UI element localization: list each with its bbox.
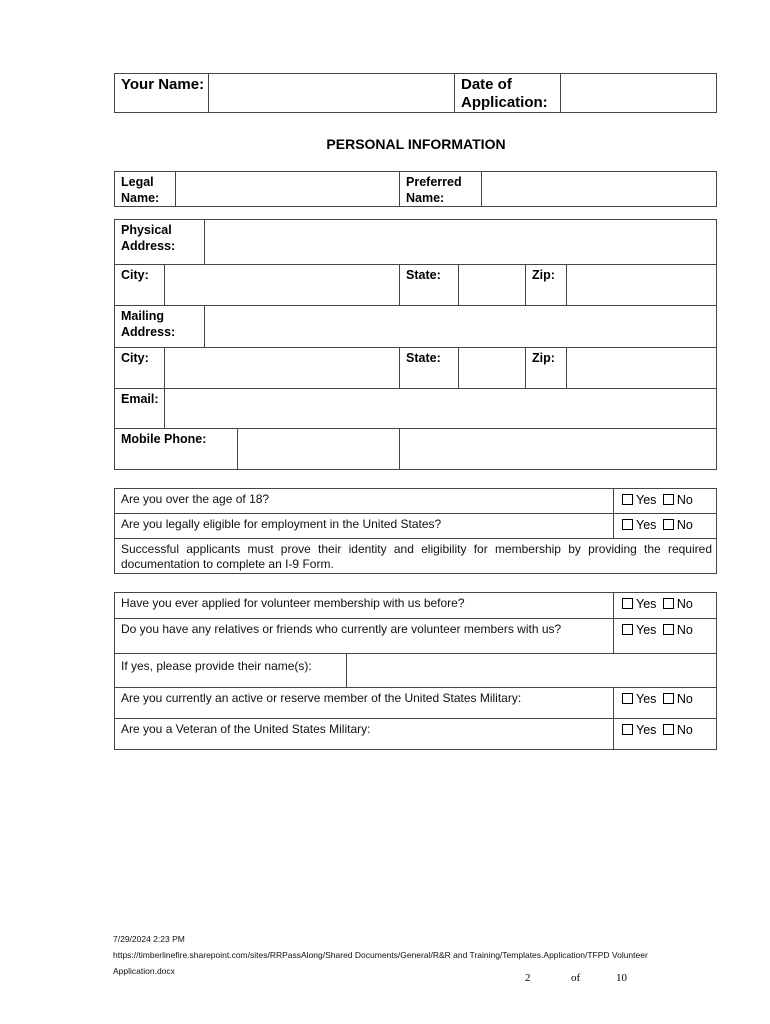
relatives-names-label: If yes, please provide their name(s): xyxy=(115,654,347,688)
no-label: No xyxy=(676,623,693,637)
military-yes-no xyxy=(614,688,717,719)
header-table xyxy=(114,73,717,113)
i9-note: Successful applicants must prove their identity and eligibility for membership by providing the required documentation to complete an I-9 Form. xyxy=(115,539,717,574)
mailing-city-field[interactable] xyxy=(165,348,400,389)
preferred-name-field[interactable] xyxy=(482,172,717,207)
age-yes-no xyxy=(614,489,717,514)
physical-zip-field[interactable] xyxy=(567,265,717,306)
page-of-label: of xyxy=(571,972,581,984)
physical-address-label: Physical Address: xyxy=(115,220,205,265)
relatives-names-field[interactable] xyxy=(347,654,717,688)
no-label: No xyxy=(676,493,693,507)
relatives-no-checkbox[interactable] xyxy=(663,624,674,635)
footer-path-line1: https://timberlinefire.sharepoint.com/sites/RRPassAlong/Shared Documents/General/R&R and Training/Templates.Application/TFPD Volunteer xyxy=(113,950,648,960)
mailing-zip-label: Zip: xyxy=(526,348,567,389)
names-table xyxy=(114,171,717,207)
your-name-field[interactable] xyxy=(209,74,455,113)
military-no-checkbox[interactable] xyxy=(663,693,674,704)
mobile-phone-label: Mobile Phone: xyxy=(115,429,238,469)
your-name-label: Your Name: xyxy=(115,74,209,113)
veteran-yes-no xyxy=(614,719,717,750)
total-pages: 10 xyxy=(616,972,627,984)
legal-name-field[interactable] xyxy=(176,172,400,207)
physical-city-label: City: xyxy=(115,265,165,306)
no-label: No xyxy=(676,518,693,532)
yes-label: Yes xyxy=(636,518,657,532)
no-label: No xyxy=(676,597,693,611)
military-yes-checkbox[interactable] xyxy=(622,693,633,704)
preferred-name-label: Preferred Name: xyxy=(400,172,482,207)
applied-no-checkbox[interactable] xyxy=(663,598,674,609)
section-title: PERSONAL INFORMATION xyxy=(326,136,506,152)
legal-yes-checkbox[interactable] xyxy=(622,519,633,530)
mailing-zip-field[interactable] xyxy=(567,348,717,389)
physical-address-field[interactable] xyxy=(205,220,717,265)
mobile-phone-row xyxy=(115,429,400,470)
footer-timestamp: 7/29/2024 2:23 PM xyxy=(113,934,185,944)
date-of-application-field[interactable] xyxy=(561,74,717,113)
mobile-phone-field[interactable] xyxy=(400,429,717,470)
no-label: No xyxy=(676,692,693,706)
veteran-question: Are you a Veteran of the United States Military: xyxy=(115,719,614,750)
no-label: No xyxy=(676,723,693,737)
applied-yes-no xyxy=(614,593,717,619)
applied-yes-checkbox[interactable] xyxy=(622,598,633,609)
veteran-yes-checkbox[interactable] xyxy=(622,724,633,735)
physical-city-field[interactable] xyxy=(165,265,400,306)
yes-label: Yes xyxy=(636,692,657,706)
legal-name-label: Legal Name: xyxy=(115,172,176,207)
legal-no-checkbox[interactable] xyxy=(663,519,674,530)
yes-label: Yes xyxy=(636,597,657,611)
footer xyxy=(113,931,648,979)
legal-eligibility-question: Are you legally eligible for employment in the United States? xyxy=(115,514,614,539)
page-number: 2 xyxy=(525,972,531,984)
eligibility-table xyxy=(114,488,717,574)
mailing-address-label: Mailing Address: xyxy=(115,306,205,348)
yes-label: Yes xyxy=(636,723,657,737)
applied-before-question: Have you ever applied for volunteer membership with us before? xyxy=(115,593,614,619)
mailing-city-label: City: xyxy=(115,348,165,389)
age-no-checkbox[interactable] xyxy=(663,494,674,505)
military-question: Are you currently an active or reserve member of the United States Military: xyxy=(115,688,614,719)
veteran-no-checkbox[interactable] xyxy=(663,724,674,735)
physical-state-label: State: xyxy=(400,265,459,306)
email-field[interactable] xyxy=(165,389,717,429)
physical-state-field[interactable] xyxy=(459,265,526,306)
legal-yes-no xyxy=(614,514,717,539)
mailing-address-field[interactable] xyxy=(205,306,717,348)
relatives-yes-checkbox[interactable] xyxy=(622,624,633,635)
mobile-phone-field-part[interactable] xyxy=(238,429,399,469)
membership-table xyxy=(114,592,717,750)
relatives-yes-no xyxy=(614,619,717,654)
date-of-application-label: Date of Application: xyxy=(455,74,561,113)
mailing-state-field[interactable] xyxy=(459,348,526,389)
age-question: Are you over the age of 18? xyxy=(115,489,614,514)
age-yes-checkbox[interactable] xyxy=(622,494,633,505)
footer-path-line2: Application.docx xyxy=(113,966,175,976)
yes-label: Yes xyxy=(636,493,657,507)
mailing-state-label: State: xyxy=(400,348,459,389)
address-table xyxy=(114,219,717,470)
physical-zip-label: Zip: xyxy=(526,265,567,306)
relatives-question: Do you have any relatives or friends who currently are volunteer members with us? xyxy=(115,619,614,654)
yes-label: Yes xyxy=(636,623,657,637)
email-label: Email: xyxy=(115,389,165,429)
